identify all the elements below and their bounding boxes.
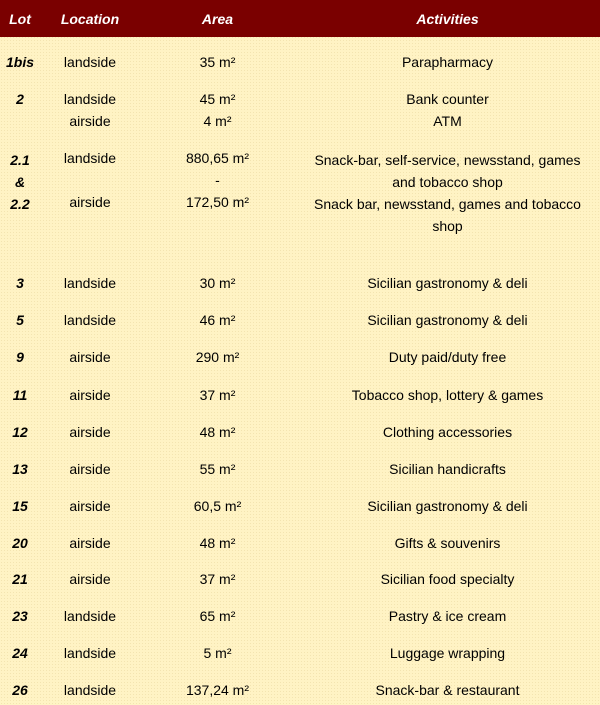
activity: Luggage wrapping	[389, 645, 506, 661]
lot-number: 24	[12, 645, 28, 661]
area: 137,24 m²	[185, 682, 250, 698]
location: airside	[69, 461, 111, 477]
activity: Gifts & souvenirs	[394, 535, 501, 551]
area: 5 m²	[203, 645, 232, 661]
location: airside	[69, 571, 111, 587]
area	[140, 149, 295, 211]
header-area: Area	[201, 11, 234, 27]
area-1: 880,65 m²	[185, 150, 250, 166]
activity-1: Bank counter	[406, 91, 489, 107]
location: airside	[69, 349, 111, 365]
activity	[295, 149, 600, 237]
location	[40, 90, 140, 130]
activity-2: ATM	[433, 113, 462, 129]
lot-number	[0, 149, 40, 215]
area	[140, 90, 295, 130]
area-2: 4 m²	[203, 113, 232, 129]
location-1: landside	[63, 91, 117, 107]
lot-number: 2	[16, 91, 24, 107]
location: landside	[63, 54, 117, 70]
lot-number: 5	[16, 312, 24, 328]
activity-2a: Snack bar, newsstand, games and tobacco	[314, 196, 581, 212]
location: landside	[63, 312, 117, 328]
activity: Duty paid/duty free	[388, 349, 507, 365]
activity: Snack-bar & restaurant	[375, 682, 520, 698]
table-header	[0, 0, 600, 37]
location: landside	[63, 608, 117, 624]
area-dash: -	[215, 172, 220, 188]
location: landside	[63, 682, 117, 698]
lot-number: 21	[12, 571, 28, 587]
area: 37 m²	[199, 387, 236, 403]
location: airside	[69, 387, 111, 403]
location: landside	[63, 645, 117, 661]
lot-number: 12	[12, 424, 28, 440]
activity: Sicilian gastronomy & deli	[367, 275, 528, 291]
area: 60,5 m²	[193, 498, 242, 514]
header-location: Location	[60, 11, 120, 27]
lot-number: 15	[12, 498, 28, 514]
area: 37 m²	[199, 571, 236, 587]
activity: Sicilian handicrafts	[389, 461, 506, 477]
lot-number: 20	[12, 535, 28, 551]
lot-number-1: 2.1	[10, 152, 30, 168]
lot-number: 11	[12, 387, 28, 403]
area: 48 m²	[199, 535, 236, 551]
area: 290 m²	[195, 349, 240, 365]
area: 48 m²	[199, 424, 236, 440]
lot-number-2: 2.2	[10, 196, 30, 212]
location: landside	[63, 275, 117, 291]
area: 35 m²	[199, 54, 236, 70]
activity-1a: Snack-bar, self-service, newsstand, games	[314, 152, 581, 168]
area-1: 45 m²	[199, 91, 236, 107]
header-activities: Activities	[416, 11, 479, 27]
area: 30 m²	[199, 275, 236, 291]
lot-number: 26	[12, 682, 28, 698]
activity: Sicilian food specialty	[380, 571, 515, 587]
activity-1b: and tobacco shop	[392, 174, 503, 190]
activity: Parapharmacy	[401, 54, 494, 70]
lot-number: 1bis	[5, 54, 34, 70]
location: airside	[69, 424, 111, 440]
area: 55 m²	[199, 461, 236, 477]
area: 46 m²	[199, 312, 236, 328]
header-lot: Lot	[9, 11, 31, 27]
area: 65 m²	[199, 608, 236, 624]
location: airside	[69, 535, 111, 551]
lot-number: 3	[16, 275, 24, 291]
activity: Sicilian gastronomy & deli	[367, 312, 528, 328]
lot-ampersand: &	[14, 174, 26, 190]
location: airside	[69, 498, 111, 514]
location	[40, 149, 140, 211]
activity: Sicilian gastronomy & deli	[367, 498, 528, 514]
lot-number: 23	[12, 608, 28, 624]
location-2: airside	[69, 194, 111, 210]
location-1: landside	[63, 150, 117, 166]
area-2: 172,50 m²	[185, 194, 250, 210]
activity: Clothing accessories	[382, 424, 513, 440]
lot-number: 9	[16, 349, 24, 365]
lot-number: 13	[12, 461, 28, 477]
location-2: airside	[69, 113, 111, 129]
activity-2b: shop	[432, 218, 463, 234]
activity	[295, 90, 600, 130]
activity: Tobacco shop, lottery & games	[351, 387, 544, 403]
activity: Pastry & ice cream	[388, 608, 507, 624]
